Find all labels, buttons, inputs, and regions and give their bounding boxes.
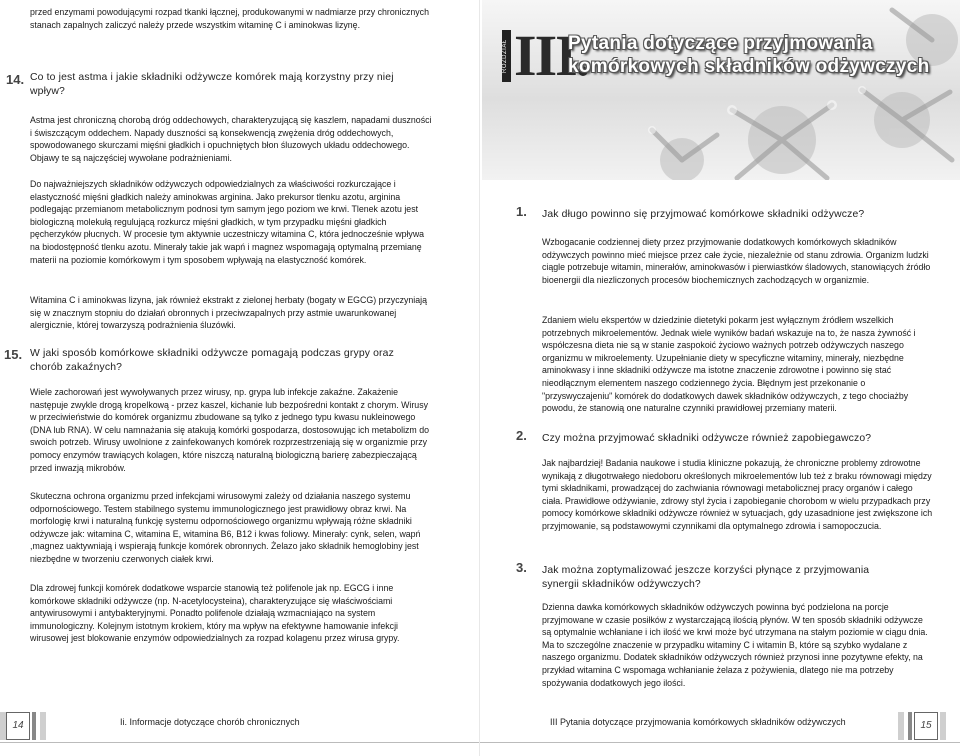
question-2-number: 2. — [516, 428, 527, 443]
footer-left-text: Ii. Informacje dotyczące chorób chronicznych — [120, 717, 300, 727]
question-1-number: 1. — [516, 204, 527, 219]
q14-paragraph-2: Do najważniejszych składników odżywczych odpowiedzialnych za właściwości rozkurczające i elastyczność mięśni gładkich należy aminokwas arginina. Jako prekursor tlenku azotu, arginina podlegając przemianom metabolicznym podnosi tym samym jego poziom we krwi. Tlenek azotu jest biologiczną molekułą regulującą rozkurcz mięśni gładkich, w tym przypadku mięśni gładkich pęcherzyków płucnych. W procesie tym aktywnie uczestniczy witamina C, która jednocześnie wpływa na biodostępność tlenku azotu. Minerały takie jak wapń i magnez wspomagają optymalną przemianę materii na poziomie komórkowym i tym sposobem wpływają na elastyczność komórek. — [30, 179, 425, 265]
question-1-heading: Jak długo powinno się przyjmować komórkowe składniki odżywcze? — [542, 209, 865, 220]
footer-rule — [0, 742, 480, 743]
q15-paragraph-3: Dla zdrowej funkcji komórek dodatkowe wsparcie stanowią też polifenole jak np. EGCG i inne komórkowe składniki odżywcze (np. N-acetylocysteina), charakteryzujące się właściwościami antywirusowymi i antybakteryjnymi. Ponadto polifenole działają wzmacniająco na system immunologiczny. Kolejnym istotnym krokiem, który ma wpływ na efektywne hamowanie infekcji wirusowej jest blokowanie enzymów odpowiedzialnych za rozpad kolagenu przez wirusa grypy. — [30, 583, 400, 644]
footer-stripe — [32, 712, 36, 740]
footer-stripe — [908, 712, 912, 740]
intro-paragraph: przed enzymami powodującymi rozpad tkanki łącznej, produkowanymi w nadmiarze przy chronicznych stanach zapalnych zaliczyć należy przede wszystkim witaminę C i aminokwas lizynę. — [30, 7, 429, 30]
question-3-number: 3. — [516, 560, 527, 575]
question-3-heading: Jak można zoptymalizować jeszcze korzyści płynące z przyjmowania synergii składników odżywczych? — [542, 565, 870, 590]
footer-stripe — [940, 712, 946, 740]
q15-paragraph-2: Skuteczna ochrona organizmu przed infekcjami wirusowymi zależy od działania naszego systemu odpornościowego. Testem stabilnego systemu immunologicznego jest prawidłowy obraz krwi. Na morfologię krwi i naturalną funkcję systemu odpornościowego organizmu wpływają różne składniki odżywcze jak: witamina C, witamina E, witamina B6, B12 i kwas foliowy. Minerały: cynk, selen, wapń ,magnez uaktywniają i wspierają funkcje komórek obronnych. Żelazo jako składnik hemoglobiny jest niezbędne w tworzeniu czerwonych ciałek krwi. — [30, 491, 421, 564]
chapter-title: Pytania dotyczące przyjmowania komórkowych składników odżywczych — [568, 33, 930, 77]
footer-rule — [480, 742, 960, 743]
question-2-heading: Czy można przyjmować składniki odżywcze również zapobiegawczo? — [542, 433, 872, 444]
question-14-number: 14. — [6, 72, 25, 87]
q14-paragraph-1: Astma jest chroniczną chorobą dróg oddechowych, charakteryzującą się kaszlem, napadami duszności i świszczącym oddechem. Napady duszności są konsekwencją zwężenia dróg oddechowych, spowodowanego skurczami mięśni gładkich i opuchniętych błon śluzowych układu oddechowego. Objawy te są najczęściej wywołane podrażnieniami. — [30, 115, 432, 163]
footer-stripe — [40, 712, 46, 740]
right-page — [480, 0, 960, 756]
q15-paragraph-1: Wiele zachorowań jest wywoływanych przez wirusy, np. grypa lub infekcje zakaźne. Zakażenie następuje zwykle drogą kropelkową - przez kaszel, kichanie lub bezpośredni kontakt z chorym. Wirusy w przeciwieństwie do komórek organizmu zbudowane są tylko z jednego typu kwasu nukleinowego (DNA lub RNA). W celu namnażania się atakują komórki gospodarza, dostosowując ich metabolizm do swoich potrzeb. Wirusy uwolnione z zainfekowanych komórek rozprzestrzeniają się w organizmie przy pomocy enzymów trawiących kolagen, które niszczą naturalną biologiczną barierę zabezpieczającą przed inwazją mikrobów. — [30, 387, 429, 473]
q14-paragraph-3: Witamina C i aminokwas lizyna, jak również ekstrakt z zielonej herbaty (bogaty w EGCG) przyczyniają się w znacznym stopniu do działań obronnych i przeciwzapalnych przy astmie uwarunkowanej alergicznie, której towarzyszą podrażnienia śluzówki. — [30, 295, 427, 331]
footer-stripe — [898, 712, 904, 740]
question-15-number: 15. — [4, 347, 23, 362]
q1-paragraph-2: Zdaniem wielu ekspertów w dziedzinie dietetyki pokarm jest wyłącznym źródłem wszelkich potrzebnych mikroelementów. Jednak wiele wyników badań wskazuje na to, że nasza żywność i współczesna dieta nie są w stanie zaspokoić życiowo ważnych potrzeb odżywczych naszego organizmu w mikroelementy. Uzupełnianie diety w specyficzne witaminy, minerały, niezbędne aminokwasy i inne składniki odżywcze ma istotne znaczenie zdrowotne i powinno się stać nieodłącznym elementem naszego codziennego życia. Błędnym jest przekonanie o "przyswyczajeniu" komórek do dodatkowych dawek składników odżywczych, z tego chociażby powodu, że stanowią one naturalne czynniki prawidłowej przemiany materii. — [542, 315, 916, 414]
q1-paragraph-1: Wzbogacanie codziennej diety przez przyjmowanie dodatkowych komórkowych składników odżywczych powinno mieć miejsce przez całe życie, niezależnie od stanu zdrowia. Organizm ludzki ciągle potrzebuje witamin, minerałów, aminokwasów i pierwiastków śladowych, stanowiących źródło bioenergii dla niezliczonych procesów biochemicznych zachodzących w organizmie. — [542, 237, 931, 285]
chapter-side-label: ROZDZIAŁ — [502, 30, 511, 82]
page-number-right: 15 — [914, 712, 938, 740]
question-15-heading: W jaki sposób komórkowe składniki odżywcze pomagają podczas grypy oraz chorób zakaźnych? — [30, 348, 394, 373]
chapter-banner — [482, 0, 960, 180]
q3-paragraph-1: Dzienna dawka komórkowych składników odżywczych powinna być podzielona na porcje przyjmowane w czasie posiłków z wystarczającą ilością płynów. W ten sposób składniki odżywcze są optymalnie wchłaniane i ich ilość we krwi może być utrzymana na stałym poziomie w ciągu dnia. Ma to szczególne znaczenie w przypadku witaminy C i witamin B, które są szybko wydalane z naszego organizmu. Dodatek składników odżywczych również przynosi inne pozytywne efekty, na przykład witamina C wspomaga wchłanianie żelaza z pożywienia, dlatego nie ma potrzeby spożywania dodatkowych jego ilości. — [542, 602, 928, 688]
q2-paragraph-1: Jak najbardziej! Badania naukowe i studia kliniczne pokazują, że chroniczne problemy zdrowotne wynikają z długotrwałego niedoboru określonych mikroelementów lub też z braku równowagi między tymi składnikami, prowadzącej do zachwiania równowagi metabolicznej pracy organów i całego ciała. Prawidłowe odżywianie, zdrowy styl życia i zapobieganie chorobom w wielu przypadkach przy pomocy komórkowe składniki odżywcze również w sytuacjach, gdy uzasadnione jest zwiększone ich przyjmowanie, są podstawowymi czynnikami dla optymalnego zdrowia i samopoczucia. — [542, 458, 933, 531]
question-14-heading: Co to jest astma i jakie składniki odżywcze komórek mają korzystny przy niej wpływ? — [30, 72, 394, 97]
page-number-left: 14 — [6, 712, 30, 740]
footer-right-text: III Pytania dotyczące przyjmowania komórkowych składników odżywczych — [550, 717, 846, 727]
chapter-numeral: III. — [514, 23, 589, 88]
